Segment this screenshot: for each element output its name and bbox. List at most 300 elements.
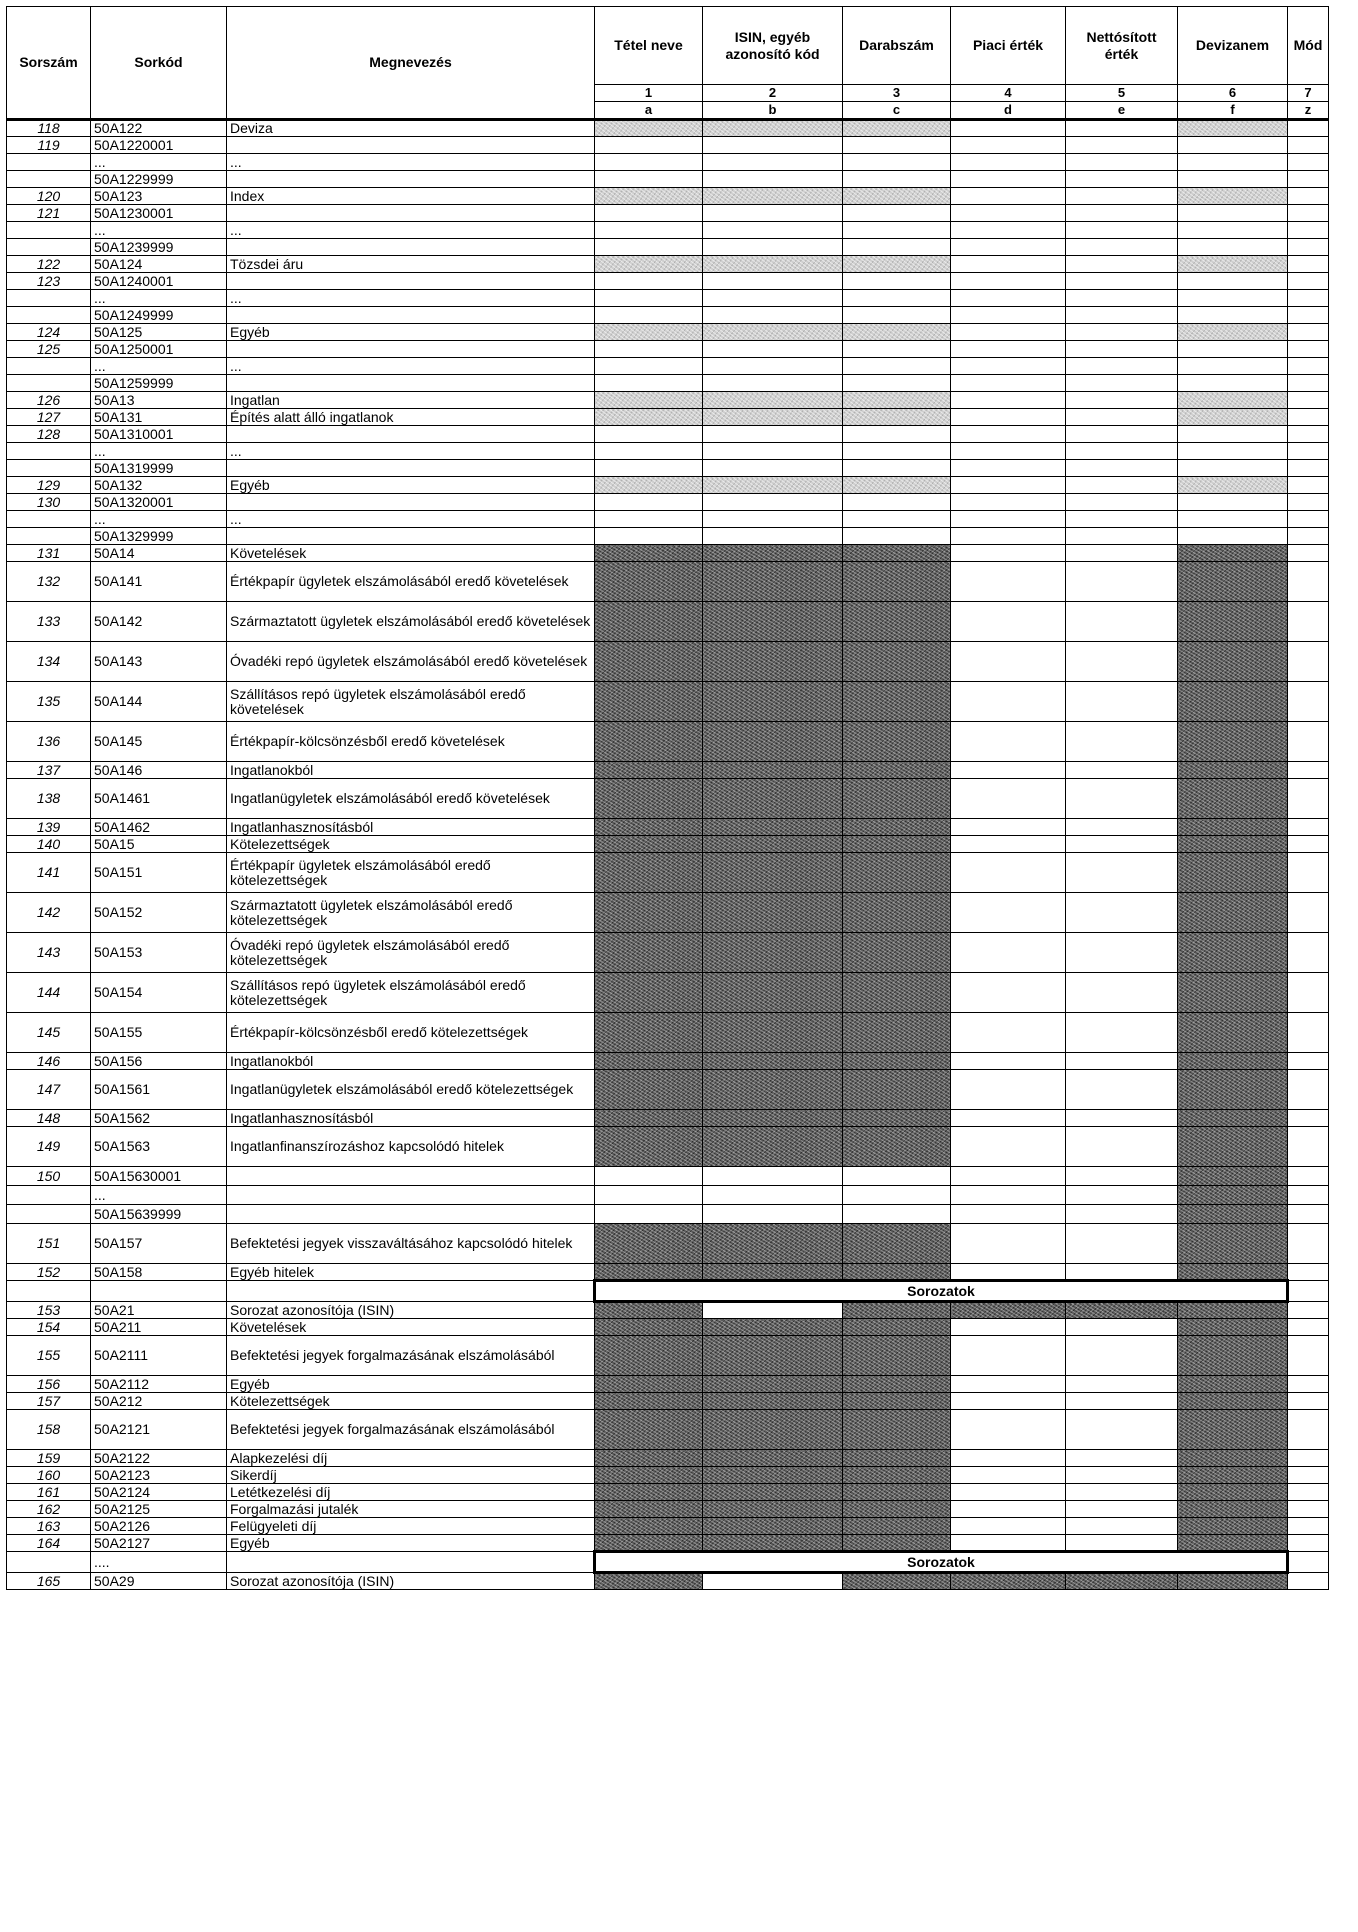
tetel-neve-cell[interactable] [595,494,703,511]
nettositott-cell[interactable] [1066,819,1178,836]
nettositott-cell[interactable] [1066,545,1178,562]
piaci-ertek-cell[interactable] [951,1393,1066,1410]
devizanem-cell[interactable] [1178,1264,1288,1281]
devizanem-cell[interactable] [1178,642,1288,682]
tetel-neve-cell[interactable] [595,893,703,933]
isin-cell[interactable] [703,642,843,682]
devizanem-cell[interactable] [1178,1110,1288,1127]
piaci-ertek-cell[interactable] [951,409,1066,426]
devizanem-cell[interactable] [1178,853,1288,893]
tetel-neve-cell[interactable] [595,1535,703,1552]
darabszam-cell[interactable] [843,1535,951,1552]
tetel-neve-cell[interactable] [595,1205,703,1224]
mod-cell[interactable] [1288,682,1329,722]
tetel-neve-cell[interactable] [595,375,703,392]
nettositott-cell[interactable] [1066,1053,1178,1070]
piaci-ertek-cell[interactable] [951,1467,1066,1484]
tetel-neve-cell[interactable] [595,171,703,188]
mod-cell[interactable] [1288,1053,1329,1070]
mod-cell[interactable] [1288,642,1329,682]
devizanem-cell[interactable] [1178,256,1288,273]
devizanem-cell[interactable] [1178,933,1288,973]
isin-cell[interactable] [703,545,843,562]
tetel-neve-cell[interactable] [595,137,703,154]
isin-cell[interactable] [703,171,843,188]
piaci-ertek-cell[interactable] [951,392,1066,409]
darabszam-cell[interactable] [843,545,951,562]
mod-cell[interactable] [1288,307,1329,324]
tetel-neve-cell[interactable] [595,1573,703,1590]
piaci-ertek-cell[interactable] [951,642,1066,682]
nettositott-cell[interactable] [1066,511,1178,528]
nettositott-cell[interactable] [1066,1186,1178,1205]
darabszam-cell[interactable] [843,443,951,460]
tetel-neve-cell[interactable] [595,1393,703,1410]
devizanem-cell[interactable] [1178,1186,1288,1205]
darabszam-cell[interactable] [843,273,951,290]
mod-cell[interactable] [1288,460,1329,477]
nettositott-cell[interactable] [1066,1393,1178,1410]
devizanem-cell[interactable] [1178,290,1288,307]
tetel-neve-cell[interactable] [595,682,703,722]
devizanem-cell[interactable] [1178,562,1288,602]
darabszam-cell[interactable] [843,893,951,933]
darabszam-cell[interactable] [843,1053,951,1070]
darabszam-cell[interactable] [843,290,951,307]
nettositott-cell[interactable] [1066,1110,1178,1127]
darabszam-cell[interactable] [843,1393,951,1410]
darabszam-cell[interactable] [843,171,951,188]
tetel-neve-cell[interactable] [595,426,703,443]
devizanem-cell[interactable] [1178,1376,1288,1393]
tetel-neve-cell[interactable] [595,273,703,290]
nettositott-cell[interactable] [1066,358,1178,375]
devizanem-cell[interactable] [1178,762,1288,779]
devizanem-cell[interactable] [1178,205,1288,222]
nettositott-cell[interactable] [1066,426,1178,443]
piaci-ertek-cell[interactable] [951,545,1066,562]
tetel-neve-cell[interactable] [595,307,703,324]
mod-cell[interactable] [1288,1127,1329,1167]
nettositott-cell[interactable] [1066,1167,1178,1186]
mod-cell[interactable] [1288,494,1329,511]
piaci-ertek-cell[interactable] [951,256,1066,273]
piaci-ertek-cell[interactable] [951,853,1066,893]
tetel-neve-cell[interactable] [595,853,703,893]
mod-cell[interactable] [1288,392,1329,409]
devizanem-cell[interactable] [1178,1302,1288,1319]
piaci-ertek-cell[interactable] [951,1535,1066,1552]
tetel-neve-cell[interactable] [595,443,703,460]
isin-cell[interactable] [703,392,843,409]
isin-cell[interactable] [703,324,843,341]
isin-cell[interactable] [703,137,843,154]
mod-cell[interactable] [1288,239,1329,256]
darabszam-cell[interactable] [843,682,951,722]
isin-cell[interactable] [703,1070,843,1110]
devizanem-cell[interactable] [1178,137,1288,154]
mod-cell[interactable] [1288,154,1329,171]
piaci-ertek-cell[interactable] [951,562,1066,602]
isin-cell[interactable] [703,779,843,819]
darabszam-cell[interactable] [843,120,951,137]
tetel-neve-cell[interactable] [595,1376,703,1393]
darabszam-cell[interactable] [843,779,951,819]
nettositott-cell[interactable] [1066,893,1178,933]
nettositott-cell[interactable] [1066,1450,1178,1467]
darabszam-cell[interactable] [843,1167,951,1186]
piaci-ertek-cell[interactable] [951,290,1066,307]
mod-cell[interactable] [1288,779,1329,819]
tetel-neve-cell[interactable] [595,1070,703,1110]
isin-cell[interactable] [703,307,843,324]
isin-cell[interactable] [703,443,843,460]
mod-cell[interactable] [1288,562,1329,602]
piaci-ertek-cell[interactable] [951,1013,1066,1053]
isin-cell[interactable] [703,1167,843,1186]
darabszam-cell[interactable] [843,1336,951,1376]
piaci-ertek-cell[interactable] [951,1302,1066,1319]
piaci-ertek-cell[interactable] [951,1501,1066,1518]
tetel-neve-cell[interactable] [595,1110,703,1127]
devizanem-cell[interactable] [1178,358,1288,375]
piaci-ertek-cell[interactable] [951,1376,1066,1393]
isin-cell[interactable] [703,1518,843,1535]
nettositott-cell[interactable] [1066,324,1178,341]
darabszam-cell[interactable] [843,1501,951,1518]
tetel-neve-cell[interactable] [595,120,703,137]
devizanem-cell[interactable] [1178,1070,1288,1110]
tetel-neve-cell[interactable] [595,1501,703,1518]
tetel-neve-cell[interactable] [595,1224,703,1264]
tetel-neve-cell[interactable] [595,1484,703,1501]
nettositott-cell[interactable] [1066,1302,1178,1319]
isin-cell[interactable] [703,819,843,836]
nettositott-cell[interactable] [1066,1535,1178,1552]
darabszam-cell[interactable] [843,1186,951,1205]
isin-cell[interactable] [703,477,843,494]
tetel-neve-cell[interactable] [595,973,703,1013]
isin-cell[interactable] [703,682,843,722]
devizanem-cell[interactable] [1178,1319,1288,1336]
piaci-ertek-cell[interactable] [951,307,1066,324]
darabszam-cell[interactable] [843,1319,951,1336]
nettositott-cell[interactable] [1066,409,1178,426]
piaci-ertek-cell[interactable] [951,426,1066,443]
mod-cell[interactable] [1288,137,1329,154]
isin-cell[interactable] [703,222,843,239]
devizanem-cell[interactable] [1178,1518,1288,1535]
isin-cell[interactable] [703,1013,843,1053]
darabszam-cell[interactable] [843,1450,951,1467]
isin-cell[interactable] [703,1224,843,1264]
nettositott-cell[interactable] [1066,239,1178,256]
devizanem-cell[interactable] [1178,1450,1288,1467]
tetel-neve-cell[interactable] [595,1302,703,1319]
isin-cell[interactable] [703,273,843,290]
isin-cell[interactable] [703,460,843,477]
darabszam-cell[interactable] [843,426,951,443]
isin-cell[interactable] [703,853,843,893]
devizanem-cell[interactable] [1178,1205,1288,1224]
nettositott-cell[interactable] [1066,443,1178,460]
isin-cell[interactable] [703,426,843,443]
isin-cell[interactable] [703,511,843,528]
isin-cell[interactable] [703,1264,843,1281]
tetel-neve-cell[interactable] [595,1186,703,1205]
darabszam-cell[interactable] [843,819,951,836]
nettositott-cell[interactable] [1066,836,1178,853]
piaci-ertek-cell[interactable] [951,239,1066,256]
piaci-ertek-cell[interactable] [951,1410,1066,1450]
piaci-ertek-cell[interactable] [951,1450,1066,1467]
devizanem-cell[interactable] [1178,819,1288,836]
devizanem-cell[interactable] [1178,307,1288,324]
piaci-ertek-cell[interactable] [951,1186,1066,1205]
darabszam-cell[interactable] [843,836,951,853]
piaci-ertek-cell[interactable] [951,722,1066,762]
devizanem-cell[interactable] [1178,324,1288,341]
darabszam-cell[interactable] [843,358,951,375]
nettositott-cell[interactable] [1066,642,1178,682]
darabszam-cell[interactable] [843,341,951,358]
tetel-neve-cell[interactable] [595,1319,703,1336]
mod-cell[interactable] [1288,477,1329,494]
mod-cell[interactable] [1288,273,1329,290]
isin-cell[interactable] [703,893,843,933]
darabszam-cell[interactable] [843,511,951,528]
darabszam-cell[interactable] [843,1205,951,1224]
darabszam-cell[interactable] [843,1573,951,1590]
devizanem-cell[interactable] [1178,511,1288,528]
mod-cell[interactable] [1288,1224,1329,1264]
piaci-ertek-cell[interactable] [951,1127,1066,1167]
isin-cell[interactable] [703,722,843,762]
devizanem-cell[interactable] [1178,273,1288,290]
mod-cell[interactable] [1288,1302,1329,1319]
tetel-neve-cell[interactable] [595,239,703,256]
nettositott-cell[interactable] [1066,205,1178,222]
darabszam-cell[interactable] [843,239,951,256]
isin-cell[interactable] [703,256,843,273]
devizanem-cell[interactable] [1178,239,1288,256]
piaci-ertek-cell[interactable] [951,973,1066,1013]
mod-cell[interactable] [1288,1013,1329,1053]
devizanem-cell[interactable] [1178,443,1288,460]
devizanem-cell[interactable] [1178,1224,1288,1264]
isin-cell[interactable] [703,1410,843,1450]
piaci-ertek-cell[interactable] [951,602,1066,642]
isin-cell[interactable] [703,1053,843,1070]
mod-cell[interactable] [1288,1573,1329,1590]
tetel-neve-cell[interactable] [595,528,703,545]
tetel-neve-cell[interactable] [595,819,703,836]
isin-cell[interactable] [703,341,843,358]
darabszam-cell[interactable] [843,392,951,409]
devizanem-cell[interactable] [1178,545,1288,562]
mod-cell[interactable] [1288,973,1329,1013]
darabszam-cell[interactable] [843,409,951,426]
piaci-ertek-cell[interactable] [951,494,1066,511]
darabszam-cell[interactable] [843,1127,951,1167]
piaci-ertek-cell[interactable] [951,1573,1066,1590]
mod-cell[interactable] [1288,1467,1329,1484]
isin-cell[interactable] [703,409,843,426]
isin-cell[interactable] [703,973,843,1013]
mod-cell[interactable] [1288,1264,1329,1281]
nettositott-cell[interactable] [1066,1013,1178,1053]
isin-cell[interactable] [703,1573,843,1590]
nettositott-cell[interactable] [1066,1573,1178,1590]
mod-cell[interactable] [1288,819,1329,836]
devizanem-cell[interactable] [1178,426,1288,443]
piaci-ertek-cell[interactable] [951,1053,1066,1070]
nettositott-cell[interactable] [1066,1501,1178,1518]
mod-cell[interactable] [1288,1070,1329,1110]
mod-cell[interactable] [1288,426,1329,443]
isin-cell[interactable] [703,239,843,256]
devizanem-cell[interactable] [1178,1393,1288,1410]
nettositott-cell[interactable] [1066,341,1178,358]
tetel-neve-cell[interactable] [595,324,703,341]
mod-cell[interactable] [1288,443,1329,460]
nettositott-cell[interactable] [1066,307,1178,324]
darabszam-cell[interactable] [843,562,951,602]
mod-cell[interactable] [1288,1501,1329,1518]
tetel-neve-cell[interactable] [595,1053,703,1070]
piaci-ertek-cell[interactable] [951,222,1066,239]
mod-cell[interactable] [1288,171,1329,188]
darabszam-cell[interactable] [843,375,951,392]
darabszam-cell[interactable] [843,1376,951,1393]
darabszam-cell[interactable] [843,1070,951,1110]
nettositott-cell[interactable] [1066,528,1178,545]
devizanem-cell[interactable] [1178,1573,1288,1590]
piaci-ertek-cell[interactable] [951,779,1066,819]
nettositott-cell[interactable] [1066,256,1178,273]
darabszam-cell[interactable] [843,324,951,341]
devizanem-cell[interactable] [1178,392,1288,409]
piaci-ertek-cell[interactable] [951,1336,1066,1376]
tetel-neve-cell[interactable] [595,290,703,307]
tetel-neve-cell[interactable] [595,460,703,477]
devizanem-cell[interactable] [1178,222,1288,239]
piaci-ertek-cell[interactable] [951,188,1066,205]
tetel-neve-cell[interactable] [595,779,703,819]
nettositott-cell[interactable] [1066,375,1178,392]
mod-cell[interactable] [1288,188,1329,205]
nettositott-cell[interactable] [1066,1319,1178,1336]
tetel-neve-cell[interactable] [595,722,703,762]
isin-cell[interactable] [703,494,843,511]
nettositott-cell[interactable] [1066,1264,1178,1281]
nettositott-cell[interactable] [1066,1410,1178,1450]
nettositott-cell[interactable] [1066,682,1178,722]
darabszam-cell[interactable] [843,205,951,222]
devizanem-cell[interactable] [1178,682,1288,722]
piaci-ertek-cell[interactable] [951,933,1066,973]
piaci-ertek-cell[interactable] [951,1205,1066,1224]
tetel-neve-cell[interactable] [595,1167,703,1186]
devizanem-cell[interactable] [1178,188,1288,205]
darabszam-cell[interactable] [843,933,951,973]
darabszam-cell[interactable] [843,1518,951,1535]
tetel-neve-cell[interactable] [595,222,703,239]
piaci-ertek-cell[interactable] [951,682,1066,722]
tetel-neve-cell[interactable] [595,836,703,853]
darabszam-cell[interactable] [843,307,951,324]
mod-cell[interactable] [1288,341,1329,358]
nettositott-cell[interactable] [1066,1518,1178,1535]
devizanem-cell[interactable] [1178,893,1288,933]
mod-cell[interactable] [1288,1484,1329,1501]
isin-cell[interactable] [703,154,843,171]
mod-cell[interactable] [1288,1319,1329,1336]
piaci-ertek-cell[interactable] [951,893,1066,933]
darabszam-cell[interactable] [843,256,951,273]
nettositott-cell[interactable] [1066,1376,1178,1393]
devizanem-cell[interactable] [1178,1013,1288,1053]
piaci-ertek-cell[interactable] [951,1070,1066,1110]
darabszam-cell[interactable] [843,222,951,239]
tetel-neve-cell[interactable] [595,602,703,642]
mod-cell[interactable] [1288,375,1329,392]
piaci-ertek-cell[interactable] [951,762,1066,779]
nettositott-cell[interactable] [1066,154,1178,171]
piaci-ertek-cell[interactable] [951,324,1066,341]
nettositott-cell[interactable] [1066,1484,1178,1501]
devizanem-cell[interactable] [1178,602,1288,642]
mod-cell[interactable] [1288,1336,1329,1376]
devizanem-cell[interactable] [1178,1127,1288,1167]
tetel-neve-cell[interactable] [595,1467,703,1484]
devizanem-cell[interactable] [1178,1484,1288,1501]
darabszam-cell[interactable] [843,137,951,154]
mod-cell[interactable] [1288,853,1329,893]
tetel-neve-cell[interactable] [595,511,703,528]
tetel-neve-cell[interactable] [595,1410,703,1450]
mod-cell[interactable] [1288,933,1329,973]
isin-cell[interactable] [703,1393,843,1410]
devizanem-cell[interactable] [1178,1053,1288,1070]
darabszam-cell[interactable] [843,602,951,642]
devizanem-cell[interactable] [1178,1535,1288,1552]
darabszam-cell[interactable] [843,1264,951,1281]
isin-cell[interactable] [703,1450,843,1467]
isin-cell[interactable] [703,358,843,375]
isin-cell[interactable] [703,933,843,973]
mod-cell[interactable] [1288,836,1329,853]
devizanem-cell[interactable] [1178,120,1288,137]
piaci-ertek-cell[interactable] [951,511,1066,528]
piaci-ertek-cell[interactable] [951,443,1066,460]
darabszam-cell[interactable] [843,642,951,682]
mod-cell[interactable] [1288,205,1329,222]
nettositott-cell[interactable] [1066,1205,1178,1224]
darabszam-cell[interactable] [843,1224,951,1264]
isin-cell[interactable] [703,562,843,602]
isin-cell[interactable] [703,1127,843,1167]
piaci-ertek-cell[interactable] [951,154,1066,171]
mod-cell[interactable] [1288,256,1329,273]
devizanem-cell[interactable] [1178,528,1288,545]
devizanem-cell[interactable] [1178,171,1288,188]
piaci-ertek-cell[interactable] [951,528,1066,545]
nettositott-cell[interactable] [1066,1070,1178,1110]
darabszam-cell[interactable] [843,1302,951,1319]
mod-cell[interactable] [1288,1393,1329,1410]
devizanem-cell[interactable] [1178,1410,1288,1450]
